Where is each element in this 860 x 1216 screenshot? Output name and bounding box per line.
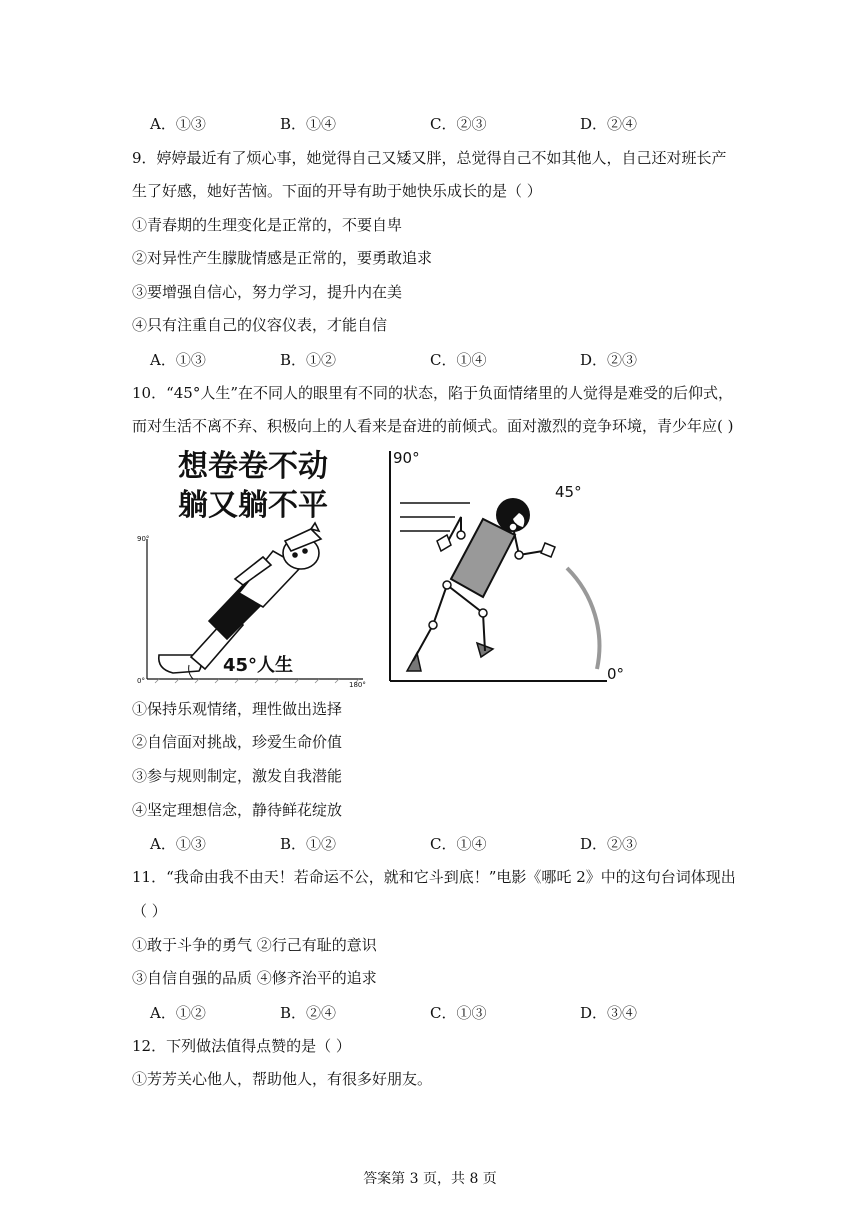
- q9-item-3: ③要增强自信心，努力学习，提升内在美: [132, 283, 403, 301]
- q10-item-3: ③参与规则制定，激发自我潜能: [132, 767, 343, 785]
- q9-item-4: ④只有注重自己的仪容仪表，才能自信: [132, 316, 388, 334]
- q9-item-2: ②对异性产生朦胧情感是正常的，要勇敢追求: [132, 249, 433, 267]
- option-c: C．①③: [430, 1004, 487, 1022]
- option-b: B．①②: [280, 351, 337, 369]
- label-0: 0°: [607, 665, 625, 683]
- page-footer: 答案第 3 页，共 8 页: [363, 1171, 497, 1187]
- q11-options: [150, 1002, 710, 1022]
- option-a: A．①③: [150, 115, 206, 133]
- q10-item-1: ①保持乐观情绪，理性做出选择: [132, 700, 343, 718]
- option-a: A．①②: [150, 1004, 206, 1022]
- runner-figure: [407, 498, 555, 671]
- option-d: D．②③: [580, 351, 638, 369]
- lying-person-illustration: [135, 443, 375, 688]
- q12-item-1: ①芳芳关心他人，帮助他人，有很多好朋友。: [132, 1070, 433, 1088]
- option-d: D．②④: [580, 115, 638, 133]
- option-c: C．②③: [430, 115, 487, 133]
- label-180: 180°: [349, 681, 366, 688]
- q12-stem: 12．下列做法值得点赞的是（ ）: [132, 1037, 351, 1055]
- q10-stem-line2: 而对生活不离不弃、积极向上的人看来是奋进的前倾式。面对激烈的竞争环境，青少年应( ): [132, 417, 734, 435]
- q11-stem-line2: （ ）: [132, 902, 167, 920]
- label-45-life: 45°人生: [223, 655, 294, 676]
- option-b: B．①④: [280, 115, 337, 133]
- q9-item-1: ①青春期的生理变化是正常的，不要自卑: [132, 216, 403, 234]
- q9-options: [150, 349, 710, 369]
- q9-stem-line1: 9．婷婷最近有了烦心事，她觉得自己又矮又胖，总觉得自己不如其他人，自己还对班长产: [132, 149, 727, 167]
- q11-items-line2: ③自信自强的品质 ④修齐治平的追求: [132, 969, 377, 987]
- q10-item-2: ②自信面对挑战，珍爱生命价值: [132, 733, 343, 751]
- label-0: 0°: [137, 677, 145, 685]
- caption-line2: 躺又躺不平: [178, 488, 328, 523]
- option-d: D．③④: [580, 1004, 638, 1022]
- label-90: 90°: [137, 535, 150, 543]
- q10-options: [150, 833, 710, 853]
- label-45: 45°: [555, 483, 582, 501]
- q10-stem-line1: 10．“45°人生”在不同人的眼里有不同的状态，陷于负面情绪里的人觉得是难受的后仰式，: [132, 384, 734, 402]
- leaning-person: [159, 523, 321, 673]
- q11-items-line1: ①敢于斗争的勇气 ②行己有耻的意识: [132, 936, 377, 954]
- option-b: B．①②: [280, 835, 337, 853]
- option-b: B．②④: [280, 1004, 337, 1022]
- option-d: D．②③: [580, 835, 638, 853]
- q11-stem-line1: 11．“我命由我不由天！若命运不公，就和它斗到底！”电影《哪吒 2》中的这句台词体现出: [132, 868, 736, 886]
- q10-item-4: ④坚定理想信念，静待鲜花绽放: [132, 801, 343, 819]
- caption-line1: 想卷卷不动: [178, 449, 328, 484]
- q9-stem-line2: 生了好感，她好苦恼。下面的开导有助于她快乐成长的是（ ）: [132, 182, 542, 200]
- label-90: 90°: [393, 449, 420, 467]
- option-c: C．①④: [430, 835, 487, 853]
- option-c: C．①④: [430, 351, 487, 369]
- option-a: A．①③: [150, 351, 206, 369]
- q8-options: [150, 113, 710, 133]
- running-figure-illustration: [385, 443, 635, 688]
- option-a: A．①③: [150, 835, 206, 853]
